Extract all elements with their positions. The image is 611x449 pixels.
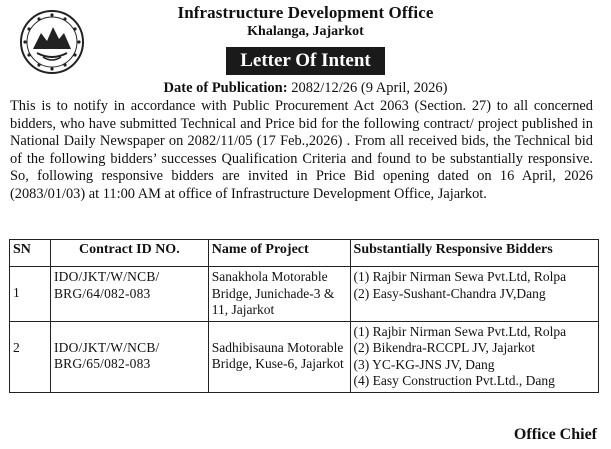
bidder-entry: (4) Easy Construction Pvt.Ltd., Dang <box>353 373 555 388</box>
header-bidders: Substantially Responsive Bidders <box>350 240 598 267</box>
notice-paragraph: This is to notify in accordance with Public Procurement Act 2063 (Section. 27) to all concerned bidders, who have submitted Technical and Price bid for the following contract/ project published in National Daily Newspaper on 2082/11/05 (17 Feb.,2026) . From all received bids, the Technical bid of the following bidders’ successes Qualification Criteria and found to be substantially responsive. So, following responsive bidders are invited in Price Bid opening dated on 16 April, 2026 (2083/01/03) at 11:00 AM at office of Infrastructure Development Office, Jajarkot. <box>10 98 593 202</box>
row-contract-id: IDO/JKT/W/NCB/ BRG/64/082-083 <box>50 267 208 322</box>
row-sn: 1 <box>10 267 51 322</box>
header-sn: SN <box>10 240 51 267</box>
table-row <box>10 267 599 322</box>
office-address: Khalanga, Jajarkot <box>247 24 364 39</box>
bidder-entry: (3) YC-KG-JNS JV, Dang <box>353 356 495 372</box>
signature-title: Office Chief <box>513 426 597 443</box>
bidders-table <box>9 239 599 393</box>
table-row <box>10 321 599 392</box>
row-sn: 2 <box>10 321 51 392</box>
office-name: Infrastructure Development Office <box>177 3 434 22</box>
row-project: Sanakhola Motorable Bridge, Junichade-3 & 11, Jajarkot <box>208 267 350 322</box>
row-contract-id: IDO/JKT/W/NCB/ BRG/65/082-083 <box>50 321 208 392</box>
table-header-row <box>10 240 599 267</box>
header-contract-id: Contract ID NO. <box>50 240 208 267</box>
header-project: Name of Project <box>208 240 350 267</box>
bidder-entry: (1) Rajbir Nirman Sewa Pvt.Ltd, Rolpa <box>353 269 567 284</box>
bidder-entry: (1) Rajbir Nirman Sewa Pvt.Ltd, Rolpa <box>353 323 567 339</box>
publication-date-label: Date of Publication: <box>163 80 288 96</box>
bidder-entry: (2) Easy-Sushant-Chandra JV,Dang <box>353 285 546 301</box>
row-project: Sadhibisauna Motorable Bridge, Kuse-6, Jajarkot <box>208 321 350 392</box>
publication-date-value: 2082/12/26 (9 April, 2026) <box>291 80 448 96</box>
row-bidders <box>350 267 598 322</box>
row-bidders <box>350 321 598 392</box>
publication-date <box>0 80 611 97</box>
document-title: Letter Of Intent <box>226 47 385 75</box>
bidder-entry: (2) Bikendra-RCCPL JV, Jajarkot <box>353 340 536 355</box>
